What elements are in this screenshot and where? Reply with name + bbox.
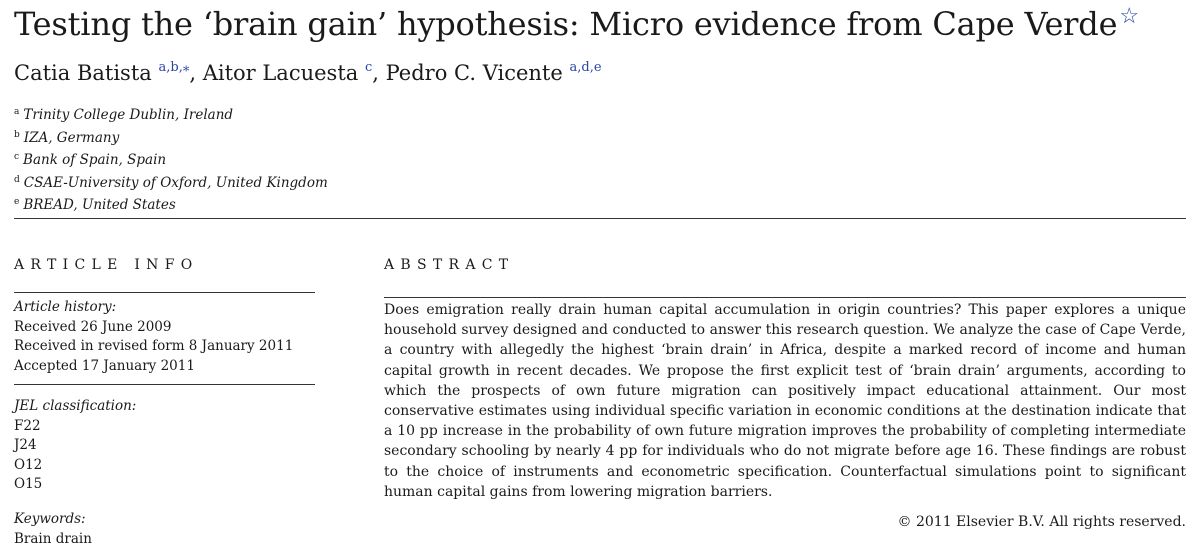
author-list: Catia Batista $^{a,b,⁎}$, Aitor Lacuesta $^c$, Pedro C. Vicente $^{a,d,e}$ xyxy=(14,60,602,85)
article-history xyxy=(14,298,293,376)
affiliation-key: c xyxy=(14,152,20,162)
affiliation-item xyxy=(14,126,328,149)
affiliation-text: CSAE-University of Oxford, United Kingdom xyxy=(23,174,328,191)
affiliation-text: BREAD, United States xyxy=(23,197,176,213)
affiliation-key: e xyxy=(14,197,20,207)
history-received: Received 26 June 2009 xyxy=(14,318,172,335)
jel-classification xyxy=(14,397,136,495)
article-info-heading: ARTICLE INFO xyxy=(14,257,199,273)
history-revised: Received in revised form 8 January 2011 xyxy=(14,338,294,354)
copyright-notice: © 2011 Elsevier B.V. All rights reserved. xyxy=(897,514,1186,530)
affiliation-text: Bank of Spain, Spain xyxy=(23,152,167,168)
affiliation-item xyxy=(14,171,328,194)
abstract-heading: ABSTRACT xyxy=(384,257,515,273)
author-affiliation-marks[interactable]: a,d,e xyxy=(569,60,602,75)
affiliation-text: Trinity College Dublin, Ireland xyxy=(23,107,234,123)
affiliation-item xyxy=(14,148,328,171)
affiliation-key: a xyxy=(14,107,20,117)
affiliation-item xyxy=(14,193,328,216)
jel-code: O12 xyxy=(14,456,43,473)
abstract-divider xyxy=(384,297,1186,298)
keywords xyxy=(14,510,92,549)
affiliation-key: b xyxy=(14,129,20,140)
affiliation-key: d xyxy=(14,174,20,185)
jel-code: F22 xyxy=(14,417,41,434)
article-title-text: Testing the ‘brain gain’ hypothesis: Micro evidence from Cape Verde xyxy=(14,5,1118,43)
header-divider xyxy=(14,218,1186,219)
author-affiliation-marks[interactable]: c xyxy=(364,60,373,75)
history-divider xyxy=(14,384,315,385)
keywords-label: Keywords: xyxy=(14,511,86,527)
jel-code: J24 xyxy=(14,437,37,453)
affiliation-text: IZA, Germany xyxy=(23,129,120,146)
history-accepted: Accepted 17 January 2011 xyxy=(14,357,195,374)
abstract-text: Does emigration really drain human capital accumulation in origin countries? This paper explores a unique household survey designed and conducted to answer this research question. We analyze the case of Cape Verde, a country with allegedly the highest ‘brain drain’ in Africa, despite a marked record of income and human capital growth in recent decades. We propose the first explicit test of ‘brain drain’ arguments, according to which the prospects of own future migration can positively impact educational attainment. Our most conservative estimates using individual specific variation in economic conditions at the destination indicate that a 10 pp increase in the probability of own future migration improves the probability of completing intermediate secondary schooling by nearly 4 pp for individuals who do not migrate before age 16. These findings are robust to the choice of instruments and econometric specification. Counterfactual simulations point to significant human capital gains from lowering migration barriers. xyxy=(384,302,1186,500)
author-affiliation-marks[interactable]: a,b,⁎ xyxy=(158,60,190,75)
title-footnote-star-icon[interactable]: ☆ xyxy=(1119,4,1139,29)
affiliation-list xyxy=(14,103,328,216)
keyword-item: Brain drain xyxy=(14,530,92,547)
article-history-label: Article history: xyxy=(14,299,117,315)
affiliation-item xyxy=(14,103,328,126)
article-info-divider xyxy=(14,292,315,293)
jel-code: O15 xyxy=(14,476,43,492)
author-name[interactable]: Aitor Lacuesta xyxy=(202,61,359,85)
author-name[interactable]: Catia Batista xyxy=(14,61,152,85)
author-name[interactable]: Pedro C. Vicente xyxy=(385,61,563,85)
jel-label: JEL classification: xyxy=(14,398,137,414)
article-title xyxy=(14,4,1139,43)
